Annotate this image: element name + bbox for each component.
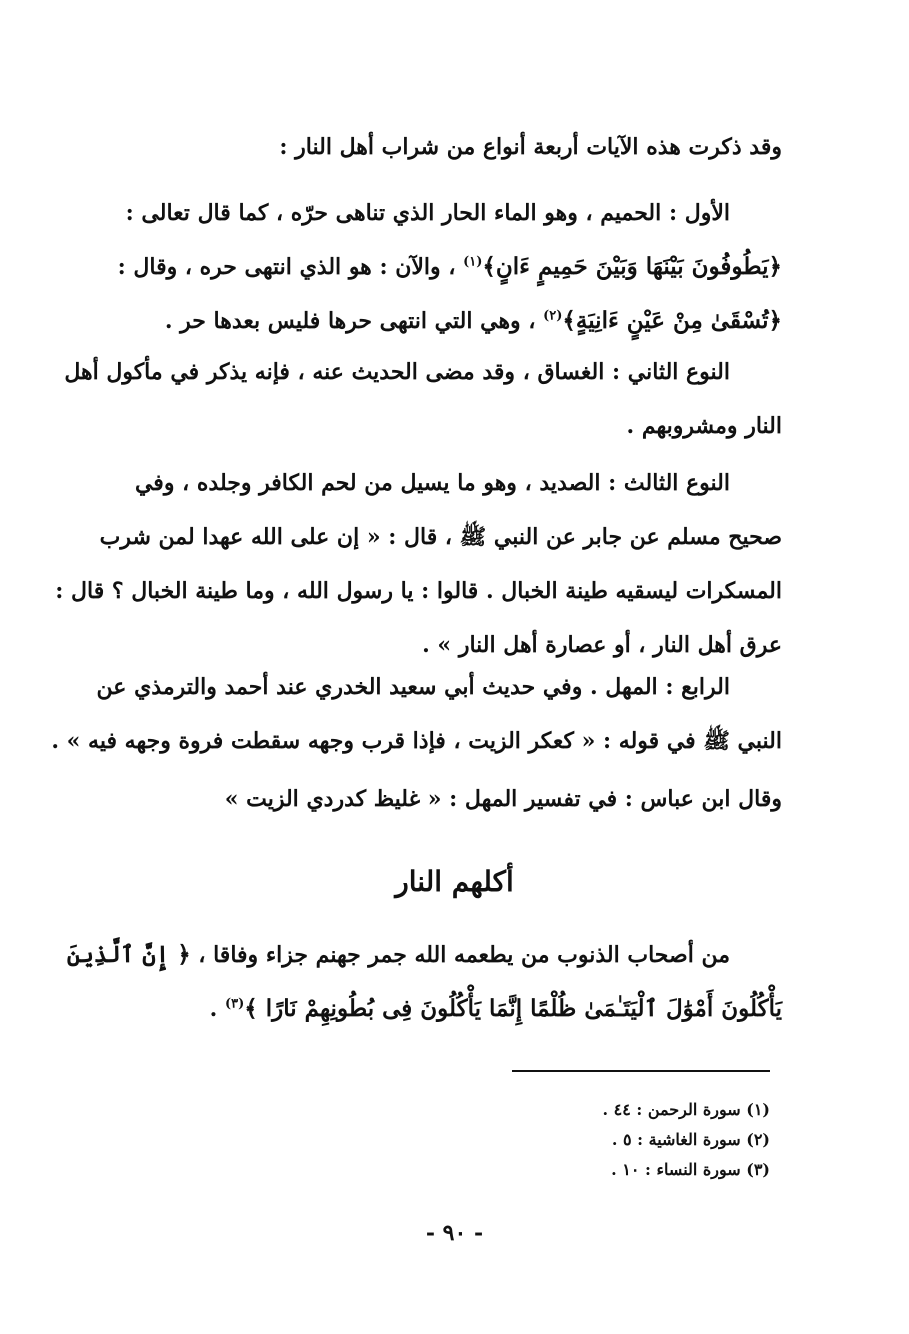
third-line-4: عرق أهل النار ، أو عصارة أهل النار » . (422, 632, 782, 658)
footnote-ref-3: (٣) (224, 996, 245, 1012)
third-type-paragraph (55, 456, 782, 672)
fourth-text-1: المهل . وفي حديث أبي سعيد الخدري عند أحمد والترمذي عن (96, 674, 658, 700)
third-text-1: الصديد ، وهو ما يسيل من لحم الكافر وجلده ، وفي (134, 470, 601, 496)
footnote-3: (٣) سورة النساء : ١٠ . (611, 1160, 770, 1179)
intro-paragraph (92, 120, 834, 174)
first-line-1 (92, 186, 782, 240)
footnote-ref-1: (١) (463, 254, 483, 270)
eaters-end-mark: . (209, 996, 218, 1022)
second-line-1 (64, 345, 782, 399)
third-lead: النوع الثالث : (608, 470, 730, 496)
eaters-paragraph (66, 928, 782, 1036)
first-lead: الأول : (668, 200, 730, 226)
footnote-2: (٢) سورة الغاشية : ٥ . (611, 1130, 770, 1149)
ibn-abbas-paragraph (92, 772, 834, 826)
quran-verse-1: ﴿يَطُوفُونَ بَيْنَهَا وَبَيْنَ حَمِيمٍ ءَانٍ﴾ (482, 253, 782, 280)
ibn-abbas-line: وقال ابن عباس : في تفسير المهل : « غليظ كدردي الزيت » (224, 786, 782, 812)
first-line-2 (92, 240, 782, 294)
footnote-divider (512, 1070, 770, 1072)
third-line-3: المسكرات ليسقيه طينة الخبال . قالوا : يا رسول الله ، وما طينة الخبال ؟ قال : (55, 578, 782, 604)
fourth-line-2: النبي ﷺ في قوله : « كعكر الزيت ، فإذا قرب وجهه سقطت فروة وجهه فيه » . (51, 728, 782, 754)
third-line-1 (92, 456, 782, 510)
quran-verse-2: ﴿تُسْقَىٰ مِنْ عَيْنٍ ءَانِيَةٍ﴾ (562, 307, 782, 334)
section-heading: أكلهم النار (395, 865, 514, 898)
footnote-1: (١) سورة الرحمن : ٤٤ . (602, 1100, 770, 1119)
first-text-2: ، والآن : هو الذي انتهى حره ، وقال : (117, 254, 456, 280)
fourth-type-paragraph (51, 660, 782, 768)
page-number: - ٩٠ - (425, 1220, 484, 1246)
second-lead: النوع الثاني : (611, 359, 730, 385)
first-text-3: ، وهي التي انتهى حرها فليس بعدها حر . (164, 308, 536, 334)
eaters-line-2 (92, 982, 782, 1036)
quran-verse-3-start: ﴿ إِنَّ ٱلَّذِينَ (66, 941, 191, 968)
fourth-line-1 (92, 660, 782, 714)
second-text-1: الغساق ، وقد مضى الحديث عنه ، فإنه يذكر في مأكول أهل (64, 359, 605, 385)
second-line-2: النار ومشروبهم . (626, 413, 782, 439)
footnote-ref-2: (٢) (543, 308, 563, 324)
fourth-lead: الرابع : (665, 674, 730, 700)
footnotes (500, 1095, 770, 1185)
second-type-paragraph (64, 345, 782, 453)
first-text-1: الحميم ، وهو الماء الحار الذي تناهى حرّه ، كما قال تعالى : (125, 200, 662, 226)
quran-verse-3-end: يَأْكُلُونَ أَمْوَٰلَ ٱلْيَتَـٰمَىٰ ظُلْمًا إِنَّمَا يَأْكُلُونَ فِى بُطُونِهِمْ نَارًا ﴾ (244, 995, 782, 1022)
intro-line: وقد ذكرت هذه الآيات أربعة أنواع من شراب أهل النار : (279, 134, 782, 160)
first-line-3 (92, 294, 782, 348)
eaters-text-1: من أصحاب الذنوب من يطعمه الله جمر جهنم جزاء وفاقا ، (198, 942, 730, 968)
eaters-line-1 (66, 928, 782, 982)
third-line-2: صحيح مسلم عن جابر عن النبي ﷺ ، قال : « إن على الله عهدا لمن شرب (99, 524, 782, 550)
first-type-paragraph (92, 186, 782, 348)
